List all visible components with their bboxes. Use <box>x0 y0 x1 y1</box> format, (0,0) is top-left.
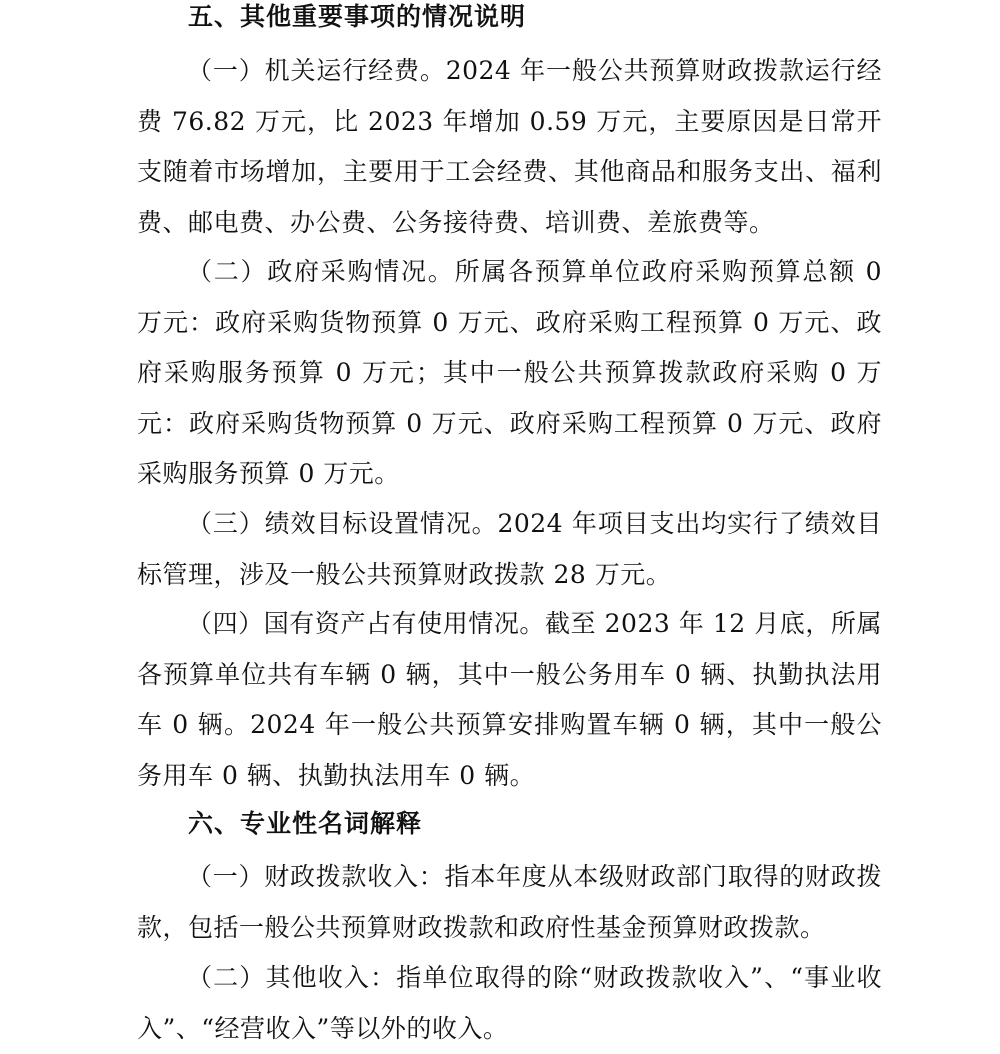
paragraph-lead: （一）机关运行经费。 <box>187 56 446 85</box>
paragraph-body: 2024 年一般公共预算财政拨款运行经费 76.82 万元，比 2023 年增加 0.59 万元，主要原因是日常开支随着市场增加，主要用于工会经费、其他商品和服务支出、福利费、邮电费、办公费、公务接待费、培训费、差旅费等。 <box>137 56 882 237</box>
paragraph-other-income <box>137 953 882 1054</box>
paragraph-lead: （四）国有资产占有使用情况。 <box>187 609 545 638</box>
paragraph-body: 2024 年项目支出均实行了绩效目标管理，涉及一般公共预算财政拨款 28 万元。 <box>137 509 882 589</box>
paragraph-lead: （二）其他收入： <box>187 963 397 992</box>
paragraph-fiscal-appropriation-income <box>137 852 882 953</box>
paragraph-performance-targets <box>137 499 882 600</box>
paragraph-body: 所属各预算单位政府采购预算总额 0 万元：政府采购货物预算 0 万元、政府采购工程预算 0 万元、政府采购服务预算 0 万元；其中一般公共预算拨款政府采购 0 万元：政府采购货物预算 0 万元、政府采购工程预算 0 万元、政府采购服务预算 0 万元。 <box>137 257 882 488</box>
paragraph-body: 指本年度从本级财政部门取得的财政拨款，包括一般公共预算财政拨款和政府性基金预算财政拨款。 <box>137 862 882 942</box>
paragraph-lead: （一）财政拨款收入： <box>187 862 445 891</box>
paragraph-government-procurement <box>137 247 882 500</box>
paragraph-lead: （二）政府采购情况。 <box>187 257 455 286</box>
paragraph-lead: （三）绩效目标设置情况。 <box>187 509 498 538</box>
section-six-heading: 六、专业性名词解释 <box>188 809 423 838</box>
paragraph-state-assets <box>137 599 882 801</box>
paragraph-body: 指单位取得的除“财政拨款收入”、“事业收入”、“经营收入”等以外的收入。 <box>137 963 882 1043</box>
section-five-heading: 五、其他重要事项的情况说明 <box>188 2 527 31</box>
paragraph-body: 截至 2023 年 12 月底，所属各预算单位共有车辆 0 辆，其中一般公务用车 0 辆、执勤执法用车 0 辆。2024 年一般公共预算安排购置车辆 0 辆，其中一般公务用车 0 辆、执勤执法用车 0 辆。 <box>137 609 882 790</box>
paragraph-admin-operating-funds <box>137 46 882 248</box>
